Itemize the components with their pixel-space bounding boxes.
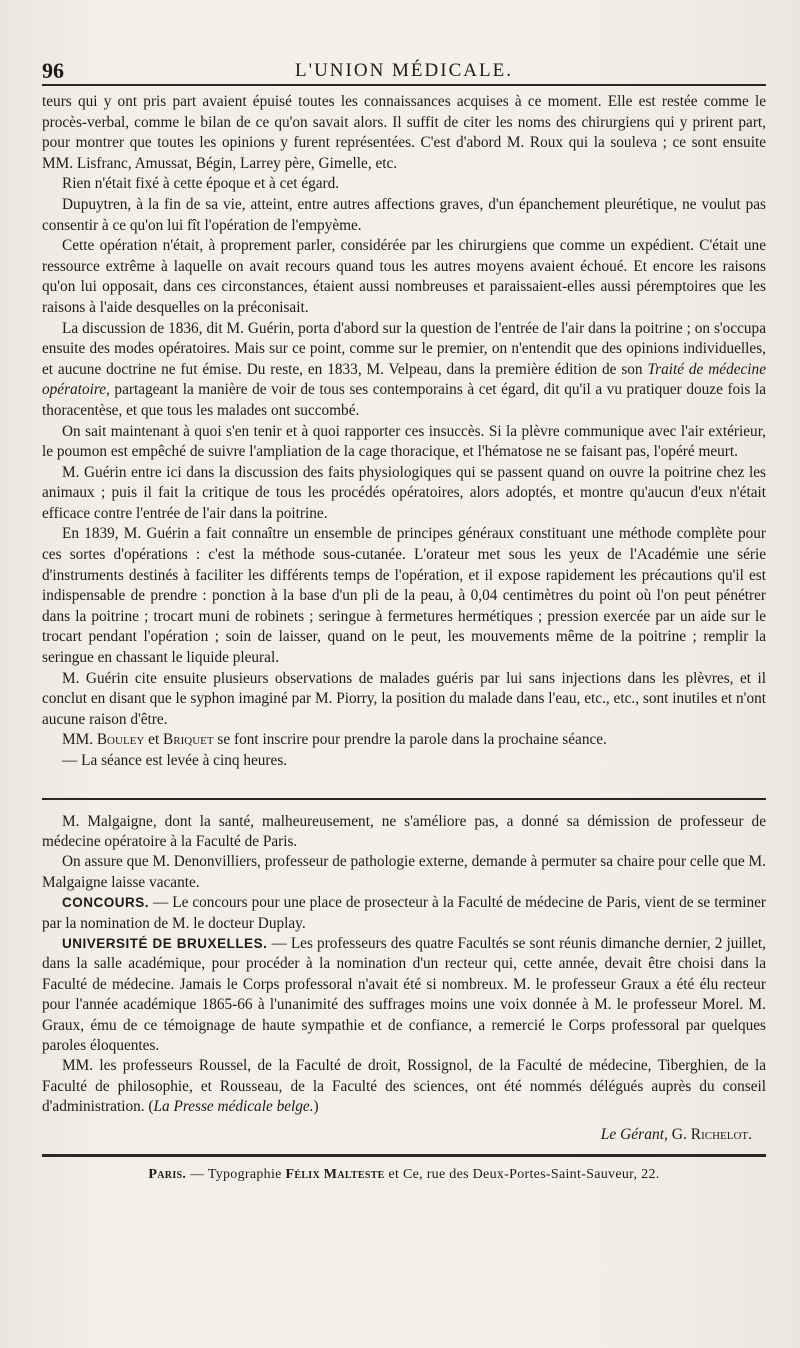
header-rule [42,84,766,86]
paragraph: Rien n'était fixé à cette époque et à cet égard. [62,175,340,193]
paragraph: En 1839, M. Guérin a fait connaître un ensemble de principes généraux constituant une méthode complète pour ces sortes d'opérations : c'est la méthode sous-cutanée. L'orateur met sous les yeux de l'Académie une série d'instruments destinés à faciliter les différents temps de l'opération, et il expose rapidement les précautions qu'il est indispensable de prendre : ponction à la base d'un pli de la peau, à 0,04 centimètres du point où l'on peut pénétrer dans la poitrine ; trocart muni de robinets ; seringue à fermetures hermétiques ; pression exercée par un aide sur le trocart pendant l'opération ; soin de laisser, quand on le peut, les mouvements même de la poitrine ; remplir la seringue en chassant le liquide pleural. [42,525,766,667]
news-item [42,893,766,934]
text-run: MM. les professeurs Roussel, de la Faculté de droit, Rossignol, de la Faculté de médecine, Tiberghien, de la Faculté de philosophie, et Rousseau, de la Faculté des sciences, ont été nommés délégués auprès du conseil d'administration. ( [42,1057,766,1116]
signature-initial: G. [671,1125,687,1143]
book-title: Traité de médecine opératoire, [42,360,766,399]
paragraph [42,730,766,751]
printer-imprint [42,1161,766,1183]
section-keyword: UNIVERSITÉ DE BRUXELLES. [62,936,268,952]
section-keyword: CONCOURS. [62,895,150,911]
imprint-printer: Félix Malteste [285,1166,385,1182]
paragraph [42,319,766,422]
news-item: M. Malgaigne, dont la santé, malheureusement, ne s'améliore pas, a donné sa démission de professeur de médecine opératoire à la Faculté de Paris. [42,812,766,850]
signature [42,1126,766,1144]
text-run: — Le concours pour une place de prosecteur à la Faculté de médecine de Paris, vient de se terminer par la nomination de M. le docteur Duplay. [42,894,767,932]
text-run: — Les professeurs des quatre Facultés se sont réunis dimanche dernier, 2 juillet, dans la salle académique, pour procéder à la nomination d'un recteur qui, cette année, devait être choisi dans la Faculté de médecine. Jamais le Corps professoral n'avait été si nombreux. M. le professeur Graux a été élu recteur pour l'année académique 1865-66 à l'unanimité des suffrages moins une voix donnée à M. le professeur Morel. M. Graux, ému de ce témoignage de haute sympathie et de confiance, a remercié le Corps professoral par quelques paroles éloquentes. [42,935,767,1055]
text-run: partageant la manière de voir de tous ses contemporains à cet égard, dit qu'il a vu pratiquer douze fois la thoracentèse, et que tous les malades ont succombé. [42,381,766,419]
source-citation: La Presse médicale belge. [153,1098,314,1116]
news-item [42,934,766,1056]
text-run: se font inscrire pour prendre la parole dans la prochaine séance. [217,731,607,749]
news-item: On assure que M. Denonvilliers, professeur de pathologie externe, demande à permuter sa chaire pour celle que M. Malgaigne laisse vacante. [42,853,766,891]
text-run: MM. [62,731,94,749]
signature-name: Richelot. [690,1125,752,1143]
person-name: Bouley [96,731,145,749]
person-name: Briquet [163,731,214,749]
academy-discussion [42,92,766,772]
footer-rule [42,1154,766,1157]
paragraph: On sait maintenant à quoi s'en tenir et à quoi rapporter ces insuccès. Si la plèvre communique avec l'air extérieur, le poumon est empêché de suivre l'ampliation de la cage thoracique, et l'hématose ne se faisant pas, l'opéré meurt. [42,422,766,461]
imprint-address: et Ce, rue des Deux-Portes-Saint-Sauveur, 22. [388,1166,660,1182]
news-item [42,1056,766,1117]
page-number: 96 [42,58,64,83]
text-run: ) [313,1098,319,1116]
text-run: La discussion de 1836, dit M. Guérin, porta d'abord sur la question de l'entrée de l'air dans la poitrine ; on s'occupa ensuite des modes opératoires. Mais sur ce point, comme sur le premier, on n'entendit que des opinions individuelles, et aucune doctrine ne fut émise. Du reste, en 1833, M. Velpeau, dans la première édition de son [42,319,766,378]
paragraph: Cette opération n'était, à proprement parler, considérée par les chirurgiens que comme un expédient. C'était une ressource extrême à laquelle on avait recours quand tous les autres moyens avaient échoué. Et encore les raisons qu'on lui opposait, dans ces circonstances, étaient aussi nombreuses et paraissaient-elles aussi péremptoires que les raisons à l'aide desquelles on la préconisait. [42,237,766,316]
signature-role: Le Gérant, [600,1125,668,1143]
paragraph: teurs qui y ont pris part avaient épuisé toutes les connaissances acquises à ce moment. Elle est restée comme le procès-verbal, comme le bilan de ce qu'on savait alors. Il suffit de citer les noms des chirurgiens qui y prirent part, pour montrer que toutes les opinions y furent représentées. C'est d'abord M. Roux qui la souleva ; ce sont ensuite MM. Lisfranc, Amussat, Bégin, Larrey père, Gimelle, etc. [42,93,766,172]
imprint-text: — Typographie [189,1166,282,1182]
section-rule [42,798,766,800]
paragraph: M. Guérin cite ensuite plusieurs observations de malades guéris par lui sans injections dans les plèvres, et il conclut en disant que le syphon imaginé par M. Piorry, la position du malade dans l'eau, etc., etc., sont inutiles et n'ont aucune raison d'être. [42,669,766,728]
paragraph: — La séance est levée à cinq heures. [62,752,288,769]
imprint-city: Paris. [148,1166,187,1182]
text-run: et [148,731,160,749]
paragraph: M. Guérin entre ici dans la discussion des faits physiologiques qui se passent quand on ouvre la poitrine chez les animaux ; puis il fait la critique de tous les procédés opératoires, alors adoptés, et montre qu'aucun d'eux n'était efficace contre l'entrée de l'air dans la poitrine. [42,463,766,522]
page-header [42,52,766,82]
paragraph: Dupuytren, à la fin de sa vie, atteint, entre autres affections graves, d'un épanchement pleurétique, ne voulut pas consentir à ce qu'on lui fît l'opération de l'empyème. [42,195,766,234]
running-title: L'UNION MÉDICALE. [295,60,513,81]
news-section [42,812,766,1118]
